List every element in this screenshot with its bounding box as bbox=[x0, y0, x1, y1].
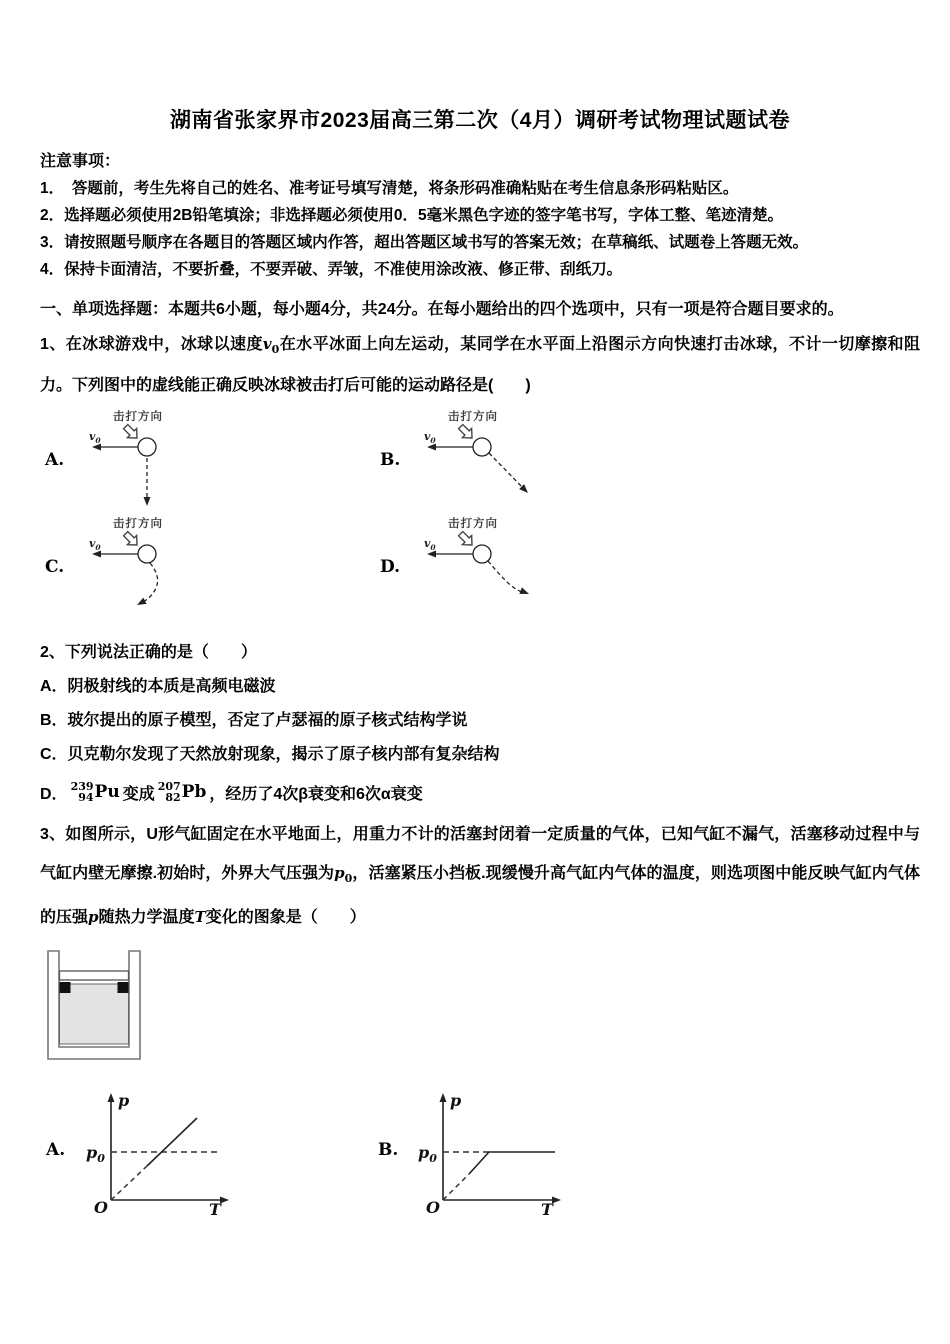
q1-option-c bbox=[40, 513, 375, 620]
v0-label: $v_0$ bbox=[424, 537, 436, 553]
origin-label: O bbox=[94, 1198, 108, 1218]
q1-option-a-label: A. bbox=[45, 449, 65, 470]
u-cylinder-diagram bbox=[46, 949, 142, 1071]
q1-option-b bbox=[375, 406, 710, 513]
rising-line-solid-part bbox=[469, 1152, 489, 1174]
q3-graph-b bbox=[372, 1082, 704, 1217]
y-axis-label: p bbox=[118, 1091, 130, 1111]
hit-direction-label: 击打方向 bbox=[448, 411, 498, 424]
nuclide-pb-numbers bbox=[158, 781, 181, 803]
left-stop-block bbox=[60, 982, 71, 993]
right-stop-block bbox=[118, 982, 129, 993]
pu-mass-number: 239 bbox=[70, 780, 94, 794]
pb-atomic-number: 82 bbox=[165, 791, 181, 805]
trajectory-dashed-diagonal bbox=[489, 453, 523, 488]
q1-text-post: 在水平冰面上向左运动，某同学在水平面上沿图示方向快速打击冰球，不计一切摩擦和阻力。下列图中的虚线能正确反映冰球被击打后可能的运动路径是( ) bbox=[40, 336, 920, 395]
p0-tick-label: $p_0$ bbox=[86, 1143, 105, 1166]
q1-option-b-label: B. bbox=[380, 449, 401, 470]
notice-item-3: 3．请按照题号顺序在各题目的答题区域内作答，超出答题区域书写的答案无效；在草稿纸、试题卷上答题无效。 bbox=[40, 234, 809, 251]
nuclide-pu bbox=[71, 781, 120, 803]
puck-circle bbox=[138, 545, 156, 563]
origin-label: O bbox=[426, 1198, 440, 1218]
hit-direction-block-arrow-icon bbox=[456, 422, 477, 443]
q2-option-c: C．贝克勒尔发现了天然放射现象，揭示了原子核内部有复杂结构 bbox=[40, 746, 500, 764]
hit-direction-block-arrow-icon bbox=[121, 529, 142, 550]
q3-text-post: 变化的图象是（ ） bbox=[205, 909, 366, 927]
q1-var-v: v bbox=[262, 335, 272, 353]
trajectory-dashed-curve-right bbox=[488, 561, 522, 592]
q3-graph-b-label: B. bbox=[378, 1139, 399, 1160]
y-axis-arrowhead-icon bbox=[440, 1093, 447, 1102]
q2-option-d-label: D． bbox=[40, 785, 68, 803]
hit-direction-block-arrow-icon bbox=[456, 529, 477, 550]
q1-option-c-label: C. bbox=[45, 556, 65, 577]
rising-line-dashed-part bbox=[443, 1174, 469, 1200]
puck-circle bbox=[473, 545, 491, 563]
q1-diagram-b bbox=[407, 406, 617, 513]
hit-direction-label: 击打方向 bbox=[113, 518, 163, 531]
q3-var-t: T bbox=[194, 908, 206, 927]
trajectory-arrowhead-icon bbox=[135, 598, 146, 608]
q2-option-b: B．玻尔提出的原子模型，否定了卢瑟福的原子核式结构学说 bbox=[40, 712, 468, 730]
q1-diagram-c bbox=[72, 513, 282, 620]
v0-label: $v_0$ bbox=[89, 537, 101, 553]
trajectory-arrowhead-icon bbox=[144, 497, 151, 506]
q2-option-d-mid-text: 变成 bbox=[122, 785, 155, 803]
question-3-stem bbox=[40, 815, 920, 937]
question-1-stem bbox=[40, 326, 920, 404]
notice-item-2: 2．选择题必须使用2B铅笔填涂；非选择题必须使用0．5毫米黑色字迹的签字笔书写，字体工整、笔迹清楚。 bbox=[40, 207, 784, 224]
q3-graph-options bbox=[40, 1082, 740, 1217]
nuclide-pu-numbers bbox=[71, 781, 94, 803]
question-2 bbox=[40, 636, 920, 812]
q2-option-d-post-text: ，经历了4次β衰变和6次α衰变 bbox=[209, 785, 423, 803]
q1-diagram-d bbox=[407, 513, 617, 620]
q2-option-d bbox=[40, 772, 920, 812]
v0-label: $v_0$ bbox=[424, 430, 436, 446]
rising-line-dashed-part bbox=[111, 1166, 147, 1200]
q3-text-mid: ，活塞紧压小挡板.现缓慢升高气缸内气体的温度，则选项图中能反映气缸内气体的压强 bbox=[40, 865, 920, 927]
pu-symbol: Pu bbox=[94, 782, 120, 803]
y-axis-label: p bbox=[450, 1091, 462, 1111]
trajectory-arrowhead-icon bbox=[519, 588, 530, 598]
pb-mass-number: 207 bbox=[157, 780, 181, 794]
x-axis-label: T bbox=[209, 1200, 221, 1218]
v0-label: $v_0$ bbox=[89, 430, 101, 446]
q3-graph-a-label: A. bbox=[46, 1139, 66, 1160]
notice-item-4: 4．保持卡面清洁，不要折叠，不要弄破、弄皱，不准使用涂改液、修正带、刮纸刀。 bbox=[40, 261, 623, 278]
page-title: 湖南省张家界市2023届高三第二次（4月）调研考试物理试题试卷 bbox=[170, 109, 790, 132]
nuclide-pb bbox=[158, 781, 207, 803]
puck-circle bbox=[473, 438, 491, 456]
q1-option-figures bbox=[40, 406, 740, 620]
q3-var-p0: p bbox=[334, 864, 345, 883]
p0-tick-label: $p_0$ bbox=[418, 1143, 437, 1166]
question-2-stem: 2、下列说法正确的是（ ） bbox=[40, 644, 257, 662]
q3-var-p: p bbox=[88, 908, 99, 927]
hit-direction-label: 击打方向 bbox=[448, 518, 498, 531]
q1-diagram-a bbox=[72, 406, 282, 513]
pb-symbol: Pb bbox=[181, 782, 207, 803]
x-axis-label: T bbox=[541, 1200, 553, 1218]
puck-circle bbox=[138, 438, 156, 456]
hit-direction-label: 击打方向 bbox=[113, 411, 163, 424]
q1-option-a bbox=[40, 406, 375, 513]
q3-cylinder-figure bbox=[46, 949, 920, 1076]
q2-option-a: A．阴极射线的本质是高频电磁波 bbox=[40, 678, 276, 696]
rising-line-solid-part bbox=[147, 1118, 197, 1166]
q1-var-v-sub: 0 bbox=[271, 343, 280, 357]
graph-a-pt bbox=[73, 1082, 253, 1217]
q1-option-d-label: D. bbox=[380, 556, 401, 577]
graph-b-pt bbox=[405, 1082, 585, 1217]
piston bbox=[60, 971, 129, 980]
y-axis-arrowhead-icon bbox=[108, 1093, 115, 1102]
section-1-heading: 一、单项选择题：本题共6小题，每小题4分，共24分。在每小题给出的四个选项中，只有一项是符合题目要求的。 bbox=[40, 301, 844, 318]
q1-text-pre: 1、在冰球游戏中，冰球以速度 bbox=[40, 336, 263, 353]
notice-item-1: 1． 答题前，考生先将自己的姓名、准考证号填写清楚，将条形码准确粘贴在考生信息条形码粘贴区。 bbox=[40, 180, 739, 197]
hit-direction-block-arrow-icon bbox=[121, 422, 142, 443]
q3-text-pre: 3、如图所示，U形气缸固定在水平地面上，用重力不计的活塞封闭着一定质量的气体，已知气缸不漏气，活塞移动过程中与气缸内壁无摩擦.初始时，外界大气压强为 bbox=[40, 826, 920, 883]
x-axis-arrowhead-icon bbox=[552, 1197, 561, 1204]
notice-heading: 注意事项： bbox=[40, 153, 121, 170]
trajectory-dashed-hook bbox=[143, 563, 158, 602]
q1-option-d bbox=[375, 513, 710, 620]
q3-text-mid2: 随热力学温度 bbox=[98, 909, 195, 927]
x-axis-arrowhead-icon bbox=[220, 1197, 229, 1204]
pu-atomic-number: 94 bbox=[78, 791, 94, 805]
q3-var-p0-sub: 0 bbox=[344, 872, 353, 886]
q3-graph-a bbox=[40, 1082, 372, 1217]
